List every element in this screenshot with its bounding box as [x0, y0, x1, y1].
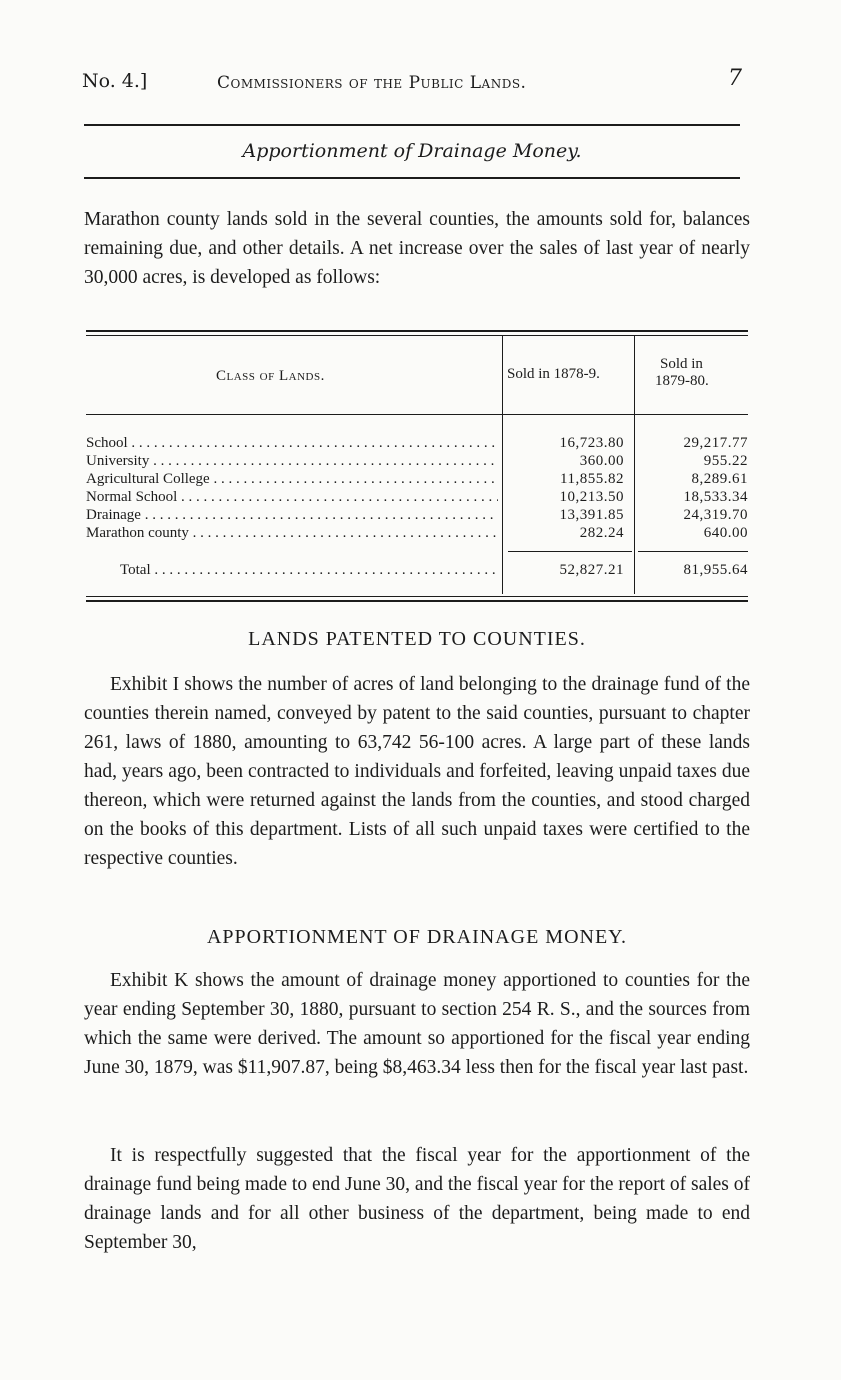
row-sold-1878-9: 11,855.82: [560, 471, 624, 487]
row-sold-1878-9: 16,723.80: [559, 435, 624, 451]
header-sold-in: Sold in: [660, 356, 703, 372]
row-sold-1878-9: 10,213.50: [559, 489, 624, 505]
running-head-document-number: No. 4.]: [82, 70, 148, 92]
row-sold-1878-9: 13,391.85: [559, 507, 624, 523]
section-body-lands-patented: Exhibit I shows the number of acres of land belonging to the drainage fund of the counties therein named, conveyed by patent to the said counties, pursuant to chapter 261, laws of 1880, amounting to 63,742 56-100 acres. A large part of these lands had, years ago, been contracted to individuals and forfeited, leaving unpaid taxes due thereon, which were returned against the lands from the counties, and stood charged on the books of this department. Lists of all such unpaid taxes were certified to the respective counties.: [84, 674, 750, 869]
row-class: Marathon county . . .: [86, 524, 498, 542]
section-body-suggestion: It is respectfully suggested that the fiscal year for the apportionment of the drainage fund being made to end June 30, and the fiscal year for the report of sales of drainage lands and for all other business of the department, being made to end September 30,: [84, 1145, 751, 1253]
total-rule-col2: [638, 551, 748, 552]
table-row: [86, 470, 748, 488]
row-sold-1879-80: 24,319.70: [683, 507, 748, 523]
total-label: Total . . .: [120, 561, 498, 579]
page-number: 7: [728, 66, 742, 91]
total-sold-1878-9: 52,827.21: [559, 562, 624, 578]
row-class: Agricultural College . . .: [86, 470, 498, 488]
intro-paragraph: Marathon county lands sold in the several counties, the amounts sold for, balances remaining due, and other details. A net increase over the sales of last year of nearly 30,000 acres, is developed as follows:: [84, 209, 750, 288]
header-sold-1878-9: Sold in 1878-9.: [507, 366, 600, 382]
row-sold-1879-80: 640.00: [703, 525, 748, 541]
table-bottom-double-rule-2: [86, 600, 748, 602]
table-subhead: Apportionment of Drainage Money.: [242, 140, 582, 162]
section-title-lands-patented: LANDS PATENTED TO COUNTIES.: [248, 628, 586, 650]
table-total-row: [86, 561, 748, 579]
table-row: [86, 434, 748, 452]
section-title-apportionment: APPORTIONMENT OF DRAINAGE MONEY.: [206, 926, 628, 948]
table-row: [86, 452, 748, 470]
table-row: [86, 524, 748, 542]
header-bottom-rule: [86, 414, 748, 415]
row-class: Normal School . . .: [86, 488, 498, 506]
row-class: School . . .: [86, 434, 498, 452]
header-rule-top: [84, 124, 740, 126]
table-bottom-double-rule-1: [86, 596, 748, 597]
land-sales-table: [86, 330, 748, 605]
table-top-double-rule-2: [86, 335, 748, 336]
table-row: [86, 488, 748, 506]
table-top-double-rule-1: [86, 330, 748, 332]
row-sold-1879-80: 8,289.61: [691, 471, 748, 487]
section-body-apportionment: Exhibit K shows the amount of drainage money apportioned to counties for the year ending September 30, 1880, pursuant to section 254 R. S., and the sources from which the same were derived. The amount so apportioned for the fiscal year ending June 30, 1879, was $11,907.87, being $8,463.34 less then for the fiscal year last past.: [84, 970, 750, 1078]
row-class: Drainage . . .: [86, 506, 498, 524]
row-sold-1878-9: 282.24: [579, 525, 624, 541]
header-1879-80: 1879-80.: [655, 373, 709, 389]
row-sold-1878-9: 360.00: [579, 453, 624, 469]
header-rule-bottom: [84, 177, 740, 179]
total-rule-col1: [508, 551, 632, 552]
row-sold-1879-80: 955.22: [703, 453, 748, 469]
table-row: [86, 506, 748, 524]
total-sold-1879-80: 81,955.64: [683, 562, 748, 578]
row-sold-1879-80: 29,217.77: [683, 435, 748, 451]
header-class-of-lands: Class of Lands.: [216, 368, 325, 384]
running-head-title: Commissioners of the Public Lands.: [217, 73, 527, 93]
row-class: University . . .: [86, 452, 498, 470]
row-sold-1879-80: 18,533.34: [683, 489, 748, 505]
